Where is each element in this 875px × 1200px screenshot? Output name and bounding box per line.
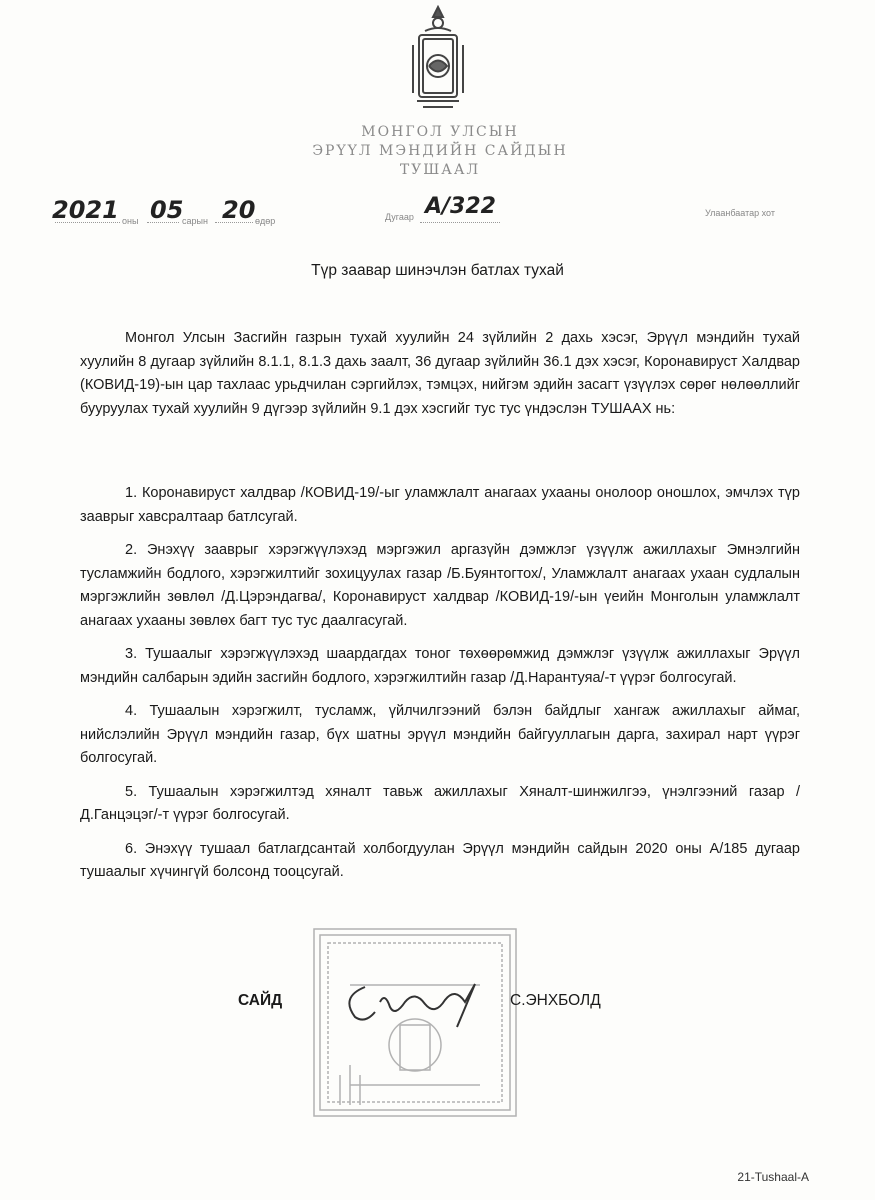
document-reference: 21-Tushaal-A [737,1170,809,1184]
signature-block [0,992,875,1032]
preamble-paragraph: Монгол Улсын Засгийн газрын тухай хуулийн 24 зүйлийн 2 дахь хэсэг, Эрүүл мэндийн тухай хуулийн 8 дугаар зүйлийн 8.1.1, 8.1.3 дахь заалт, 36 дугаар зүйлийн 36.1 дэх хэсэг, Коронавируст Халдвар (КОВИД-19)-ын цар тахлаас урьдчилан сэргийлэх, тэмцэх, нийгэм эдийн засагт үзүүлэх сөрөг нөлөөллийг бууруулах тухай хуулийн 9 дүгээр зүйлийн 9.1 дэх хэсгийг тус тус үндэслэн ТУШААХ нь: [80,330,800,417]
order-item-4: 4. Тушаалын хэрэгжилт, тусламж, үйлчилгээний бэлэн байдлыг хангаж ажиллахыг аймаг, нийслэлийн Эрүүл мэндийн газар, бүх шатны эрүүл мэндийн байгууллагын дарга, захирал нарт үүрэг болгосугай. [80,703,800,766]
date-month: 05 [150,196,184,224]
order-item-5: 5. Тушаалын хэрэгжилтэд хяналт тавьж ажиллахыг Хяналт-шинжилгээ, үнэлгээний газар /Д.Ганцэцэг/-т үүрэг болгосугай. [80,783,800,823]
ministry-line-3: ТУШААЛ [399,162,481,178]
city-label: Улаанбаатар хот [705,208,775,218]
order-title: Түр заавар шинэчлэн батлах тухай [311,262,564,279]
order-item-2: 2. Энэхүү зааврыг хэрэгжүүлэхэд мэргэжил аргазүйн дэмжлэг үзүүлж ажиллахыг Эмнэлгийн тусламжийн бодлого, хэрэгжилтийг зохицуулах газар /Б.Буянтогтох/, Уламжлалт анагаах ухаан судлалын мэргэжлийн зөвлөл /Д.Цэрэндагва/, Коронавируст халдвар /КОВИД-19/-ын үеийн Монголын уламжлалт анагаах ухааны зөвлөх багт тус тус даалгасугай. [80,542,800,629]
ministry-line-1: МОНГОЛ УЛСЫН [361,124,519,140]
year-label: оны [122,216,139,226]
state-emblem-icon [405,5,471,115]
order-item-1: 1. Коронавируст халдвар /КОВИД-19/-ыг уламжлалт анагаах ухааны онолоор оношлох, эмчлэх түр зааврыг хавсралтаар батлсугай. [80,485,800,525]
day-label: өдөр [255,216,276,226]
handwritten-signature-icon [335,972,495,1032]
month-label: сарын [182,216,208,226]
signatory-name: С.ЭНХБОЛД [510,992,601,1009]
order-item-3: 3. Тушаалыг хэрэгжүүлэхэд шаардагдах тоног төхөөрөмжид дэмжлэг үзүүлж ажиллахыг Эрүүл мэндийн салбарын эдийн засгийн бодлого, хэрэгжилтийн газар /Д.Нарантуяа/-т үүрэг болгосугай. [80,646,800,686]
date-day: 20 [222,196,256,224]
order-items [80,482,800,895]
number-label: Дугаар [385,212,414,222]
signatory-role: САЙД [238,992,283,1009]
date-year: 2021 [52,196,119,224]
number-line [420,222,500,223]
ministry-header [240,123,640,180]
dateline [0,192,875,232]
order-number: А/322 [425,194,496,219]
order-item-6: 6. Энэхүү тушаал батлагдсантай холбогдуулан Эрүүл мэндийн сайдын 2020 оны А/185 дугаар тушаалыг хүчингүй болсонд тооцсугай. [80,840,800,880]
ministry-line-2: ЭРҮҮЛ МЭНДИЙН САЙДЫН [312,143,568,159]
